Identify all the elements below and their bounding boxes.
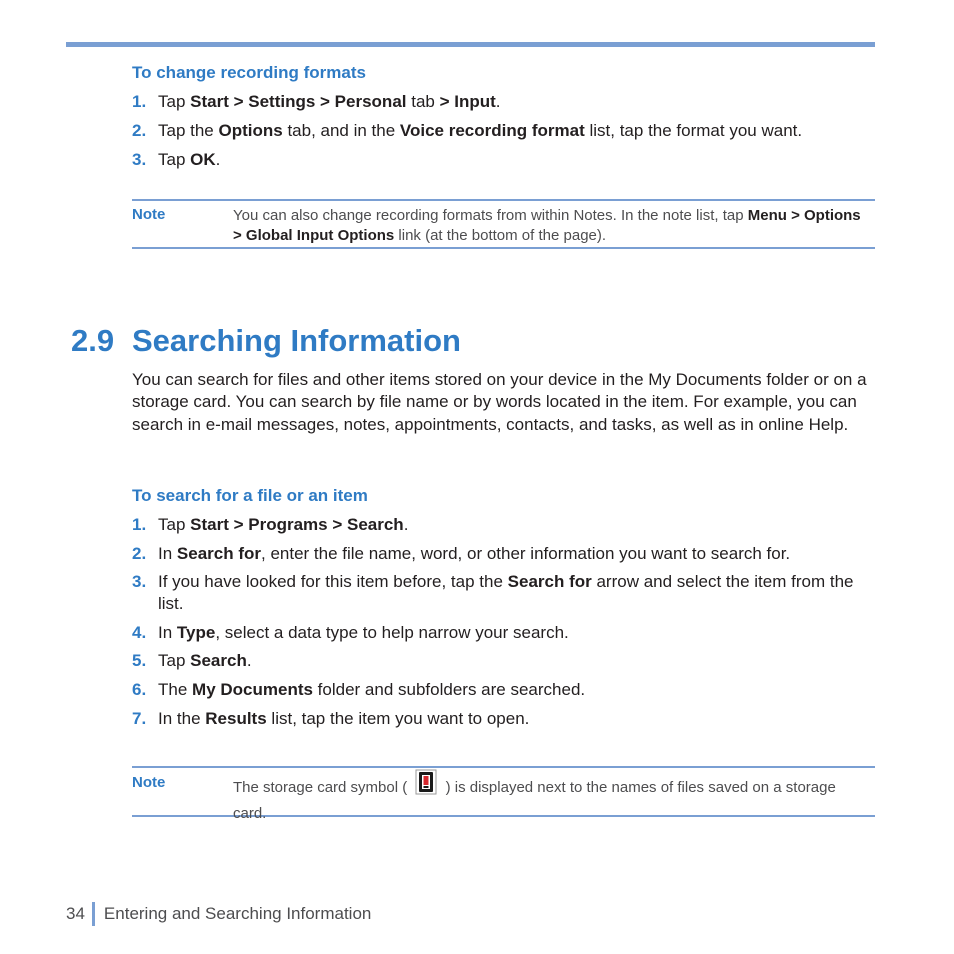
bold-term: Search for [176, 544, 261, 563]
step [132, 622, 874, 644]
step-number: 5. [132, 651, 147, 670]
text-run: , enter the file name, word, or other information you want to search for. [261, 544, 791, 563]
step-text [158, 572, 853, 613]
text-run: The [158, 680, 193, 699]
bold-term: OK [190, 150, 216, 169]
step-text [158, 651, 252, 670]
text-run: Tap the [158, 121, 219, 140]
intro-paragraph: You can search for files and other items stored on your device in the My Documents folder or on a storage card. You can search by file name or by words located in the item. For example, you can search in e-mail messages, notes, appointments, contacts, and tasks, as well as in online Help. [132, 370, 867, 434]
bold-term: Start > Settings > Personal [190, 92, 407, 111]
step-number: 6. [132, 680, 147, 699]
text-run: In the [158, 709, 206, 728]
bold-term: Options [218, 121, 283, 140]
bold-term: My Documents [192, 680, 313, 699]
step [132, 543, 874, 565]
note-text-before: The storage card symbol ( [233, 778, 408, 796]
step-number: 1. [132, 92, 147, 111]
chapter-title: Entering and Searching Information [103, 904, 372, 923]
note-box-storage [132, 766, 875, 822]
step [132, 571, 874, 615]
text-run: folder and subfolders are searched. [312, 680, 586, 699]
bold-term: Search [190, 651, 247, 670]
step-text [158, 544, 790, 563]
bold-term: Results [205, 709, 267, 728]
step-number: 1. [132, 515, 147, 534]
step-number: 3. [132, 572, 147, 591]
text-run: . [495, 92, 501, 111]
text-run: In [158, 544, 177, 563]
bold-term: Voice recording format [399, 121, 585, 140]
text-run: You can also change recording formats from within Notes. In the note list, tap [233, 207, 748, 224]
note-label: Note [132, 774, 166, 791]
text-run: tab [406, 92, 440, 111]
note-text-after: ) is displayed next to the names of files saved on a storage card. [233, 778, 836, 822]
step [132, 679, 874, 701]
text-run: Tap [158, 92, 191, 111]
text-run: list, tap the item you want to open. [266, 709, 530, 728]
text-run: arrow and select the item from the list. [158, 572, 854, 613]
text-run: . [403, 515, 409, 534]
bold-term: Menu > Options > Global Input Options [233, 207, 861, 244]
text-run: Tap [158, 515, 191, 534]
step-number: 7. [132, 709, 147, 728]
subheading-recording-formats: To change recording formats [132, 63, 366, 82]
step-number: 2. [132, 121, 147, 140]
text-run: Tap [158, 150, 191, 169]
step-text [158, 121, 802, 140]
note-text [233, 772, 863, 824]
step-text [158, 623, 569, 642]
storage-card-icon [415, 769, 437, 801]
step [132, 120, 874, 142]
step [132, 149, 874, 171]
text-run: tab, and in the [282, 121, 400, 140]
text-run: link (at the bottom of the page). [394, 227, 607, 244]
bold-term: Start > Programs > Search [190, 515, 404, 534]
text-run: Tap [158, 651, 191, 670]
step [132, 91, 874, 113]
bold-term: > Input [439, 92, 496, 111]
text-run: . [246, 651, 252, 670]
step-text [158, 680, 585, 699]
bold-term: Type [176, 623, 216, 642]
footer-divider [92, 902, 95, 926]
step [132, 708, 874, 730]
steps-search-file [132, 514, 874, 730]
steps-recording-formats [132, 91, 874, 171]
step-number: 2. [132, 544, 147, 563]
text-run: , select a data type to help narrow your search. [215, 623, 569, 642]
note-label: Note [132, 206, 166, 223]
top-rule [66, 42, 875, 47]
step-text [158, 515, 408, 534]
text-run: If you have looked for this item before, tap the [158, 572, 508, 591]
step-text [158, 709, 529, 728]
note-box-recording [132, 199, 875, 249]
step [132, 514, 874, 536]
note-text [233, 206, 863, 246]
step-number: 3. [132, 150, 147, 169]
step [132, 650, 874, 672]
section-title: Searching Information [132, 323, 461, 358]
text-run: list, tap the format you want. [584, 121, 803, 140]
step-number: 4. [132, 623, 147, 642]
page-number: 34 [66, 904, 85, 923]
subheading-search-file: To search for a file or an item [132, 486, 368, 505]
section-number: 2.9 [71, 323, 115, 358]
page-footer [66, 902, 371, 926]
section-heading [71, 322, 461, 360]
text-run: In [158, 623, 177, 642]
text-run: . [215, 150, 221, 169]
bold-term: Search for [507, 572, 592, 591]
step-text [158, 150, 220, 169]
step-text [158, 92, 501, 111]
